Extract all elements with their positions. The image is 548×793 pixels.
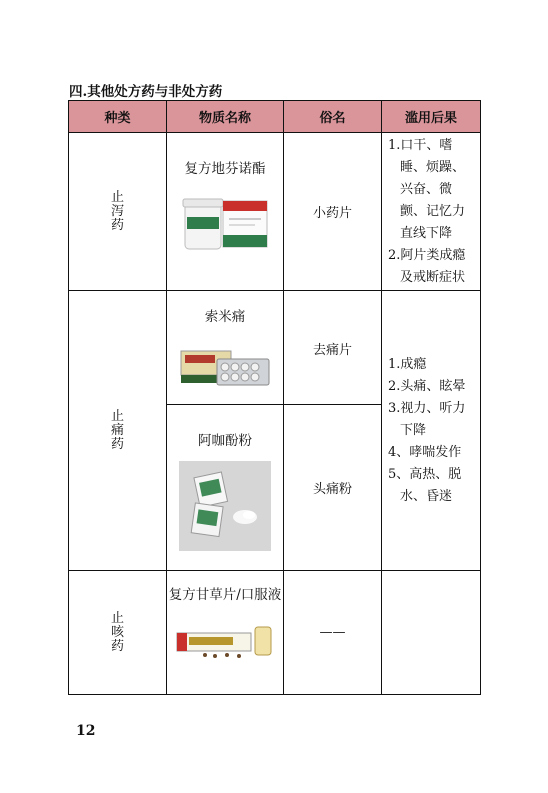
- powder-sachet-image: [179, 461, 271, 551]
- licorice-product-image: [175, 623, 275, 659]
- drug-table: [68, 100, 481, 695]
- table-header-row: [69, 101, 481, 133]
- alias-cell: [284, 133, 382, 291]
- column-header-consequence: 滥用后果: [382, 101, 481, 133]
- list-item: 4、哮喘发作: [388, 444, 462, 460]
- list-item: 1.成瘾: [388, 356, 427, 372]
- diphenoxylate-product-image: [179, 191, 271, 253]
- drug-name: 复方甘草片/口服液: [168, 587, 282, 603]
- section-heading: 四.其他处方药与非处方药: [69, 84, 223, 100]
- category-cell: [69, 571, 167, 695]
- alias-cell: [284, 405, 382, 571]
- drug-name: 索米痛: [204, 309, 246, 325]
- alias-label: 头痛粉: [312, 482, 352, 497]
- alias-cell: [284, 291, 382, 405]
- consequence-list: [382, 354, 480, 508]
- substance-cell: [167, 571, 284, 695]
- alias-label: ——: [319, 625, 346, 640]
- drug-name: 阿咖酚粉: [198, 433, 252, 449]
- list-item: 2.阿片类成瘾及戒断症状: [388, 247, 466, 285]
- alias-label: 小药片: [312, 206, 352, 221]
- drug-name: 复方地芬诺酯: [184, 161, 266, 177]
- page-number: 12: [76, 723, 96, 739]
- list-item: 1.口干、嗜睡、烦躁、兴奋、微颤、记忆力直线下降: [388, 137, 466, 241]
- column-header-substance: 物质名称: [167, 101, 284, 133]
- table-row: [69, 571, 481, 695]
- substance-cell: [167, 133, 284, 291]
- substance-cell: [167, 405, 284, 571]
- category-cell: [69, 291, 167, 571]
- category-label: 止泻药: [110, 189, 124, 233]
- table-row: [69, 133, 481, 291]
- substance-cell: [167, 291, 284, 405]
- column-header-category: 种类: [69, 101, 167, 133]
- alias-label: 去痛片: [312, 343, 352, 358]
- list-item: 2.头痛、眩晕: [388, 378, 466, 394]
- somidon-product-image: [179, 347, 271, 389]
- column-header-alias: 俗名: [284, 101, 382, 133]
- category-cell: [69, 133, 167, 291]
- category-label: 止痛药: [110, 408, 124, 452]
- category-label: 止咳药: [110, 610, 124, 654]
- consequence-cell: [382, 133, 481, 291]
- list-item: 5、高热、脱水、昏迷: [388, 466, 462, 504]
- consequence-cell: [382, 571, 481, 695]
- alias-cell: [284, 571, 382, 695]
- list-item: 3.视力、听力下降: [388, 400, 466, 438]
- consequence-list: [382, 135, 480, 289]
- consequence-cell: [382, 291, 481, 571]
- table-row: [69, 291, 481, 405]
